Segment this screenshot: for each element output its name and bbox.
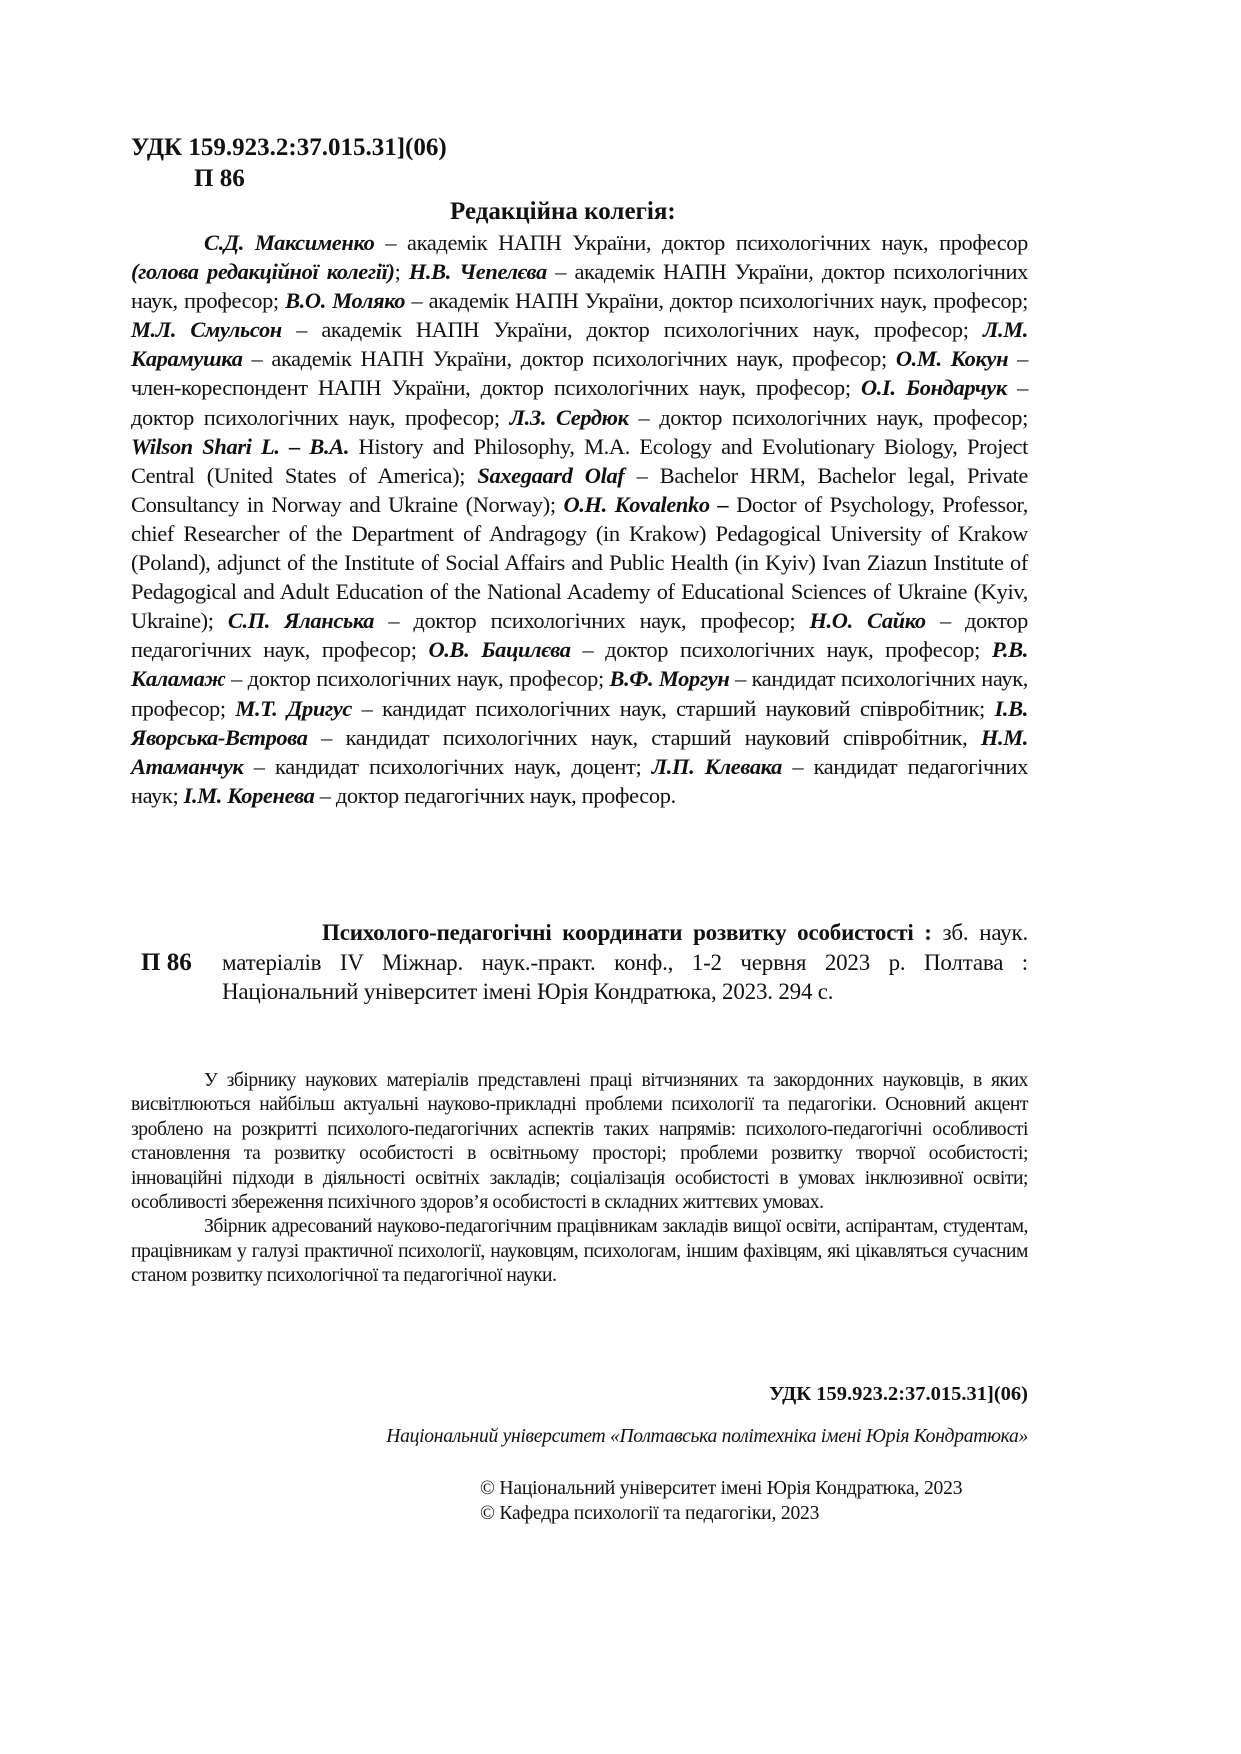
board-member-desc: – кандидат психологічних наук, старший науковий співробітник; [352, 695, 995, 721]
board-member-desc: – доктор педагогічних наук, професор. [314, 782, 676, 808]
board-member-name: І.М. Коренева [183, 782, 315, 808]
udk-classification: УДК 159.923.2:37.015.31](06) [131, 134, 447, 161]
board-member-name: Saxegaard Olaf [477, 462, 625, 488]
board-member-desc: – кандидат психологічних наук, старший науковий співробітник, [307, 724, 981, 750]
abstract [131, 1069, 1028, 1289]
board-member-desc: – доктор психологічних наук, професор; [374, 608, 810, 634]
abstract-paragraph: Збірник адресований науково-педагогічним працівникам закладів вищої освіти, аспірантам, студентам, працівникам у галузі практичної психології, науковцям, психологам, іншим фахівцям, які цікавляться сучасним станом розвитку психологічної та педагогічної науки. [131, 1216, 1028, 1287]
board-member-name: С.П. Яланська [227, 608, 375, 634]
board-member-desc: – доктор психологічних наук, професор; [131, 375, 1028, 430]
book-details: зб. наук. матеріалів IV Міжнар. наук.-практ. конф., 1-2 червня 2023 р. Полтава : Національний університет імені Юрія Кондратюка, 2023. 294 с. [222, 920, 1029, 1004]
board-member-desc: – доктор педагогічних наук, професор; [131, 608, 1028, 663]
board-member-name: Л.М. Карамушка [131, 317, 1029, 372]
board-member-desc: – академік НАПН України, доктор психологічних наук, професор; [131, 259, 1028, 314]
abstract-paragraph: У збірнику наукових матеріалів представлені праці вітчизняних та закордонних науковців, в яких висвітлюються найбільш актуальні науково-прикладні проблеми психології та педагогіки. Основний акцент зроблено на розкритті психолого-педагогічних аспектів таких напрямів: психолого-педагогічні особливості становлення та розвитку особистості в освітньому просторі; проблеми розвитку творчої особистості; інноваційні підходи в діяльності освітніх закладів; соціалізація особистості в умовах інклюзивної освіти; особливості збереження психічного здоров’я особистості в складних життєвих умовах. [131, 1070, 1028, 1214]
editorial-board-list [131, 228, 1028, 810]
board-member-desc: History and Philosophy, M.A. Ecology and Evolutionary Biology, Project Central (United States of America); [131, 433, 1028, 488]
board-member-desc: – академік НАПН України, доктор психологічних наук, професор; [405, 288, 1028, 314]
board-member-desc: – Bachelor HRM, Bachelor legal, Private Consultancy in Norway and Ukraine (Norway); [131, 462, 1028, 517]
board-member-desc: Doctor of Psychology, Professor, chief Researcher of the Department of Andragogy (in Krakow) Pedagogical University of Krakow (Poland), adjunct of the Institute of Social Affairs and Public Health (in Kyiv) Ivan Ziazun Institute of Pedagogical and Adult Education of the National Academy of Educational Sciences of Ukraine (Kyiv, Ukraine); [131, 491, 1028, 634]
copyright-line: © Національний університет імені Юрія Кондратюка, 2023 [480, 1478, 963, 1499]
copyright-block [480, 1476, 962, 1526]
board-member-name: О.В. Бацилєва [428, 637, 571, 663]
board-member-desc: – доктор психологічних наук, професор; [570, 637, 992, 663]
board-member-name: Р.В. Каламаж [131, 637, 1028, 692]
board-member-desc: – кандидат психологічних наук, доцент; [243, 753, 652, 779]
bibliographic-code: П 86 [141, 949, 192, 976]
board-member-desc: – кандидат педагогічних наук; [131, 753, 1028, 808]
board-member-name: Н.О. Сайко [809, 608, 926, 634]
bibliographic-description [222, 918, 1028, 1007]
board-member-desc: ; [394, 259, 409, 285]
board-member-name: Н.В. Чепелєва [408, 259, 547, 285]
editorial-board-title: Редакційна колегія: [450, 198, 676, 225]
board-member-name: М.Т. Дригус [235, 695, 353, 721]
board-member-name: О.І. Бондарчук [860, 375, 1007, 401]
board-member-name: О.М. Кокун [895, 346, 1009, 372]
board-member-note: (голова редакційної колегії) [131, 259, 395, 285]
copyright-line: © Кафедра психології та педагогіки, 2023 [480, 1503, 820, 1524]
board-member-desc: – доктор психологічних наук, професор; [225, 666, 610, 692]
board-member-desc: – академік НАПН України, доктор психологічних наук, професор; [242, 346, 896, 372]
publisher-name: Національний університет «Полтавська політехніка імені Юрія Кондратюка» [386, 1426, 1028, 1447]
board-member-name: І.В. Яворська-Вєтрова [131, 695, 1029, 750]
board-member-desc: – член-кореспондент НАПН України, доктор психологічних наук, професор; [131, 346, 1028, 401]
board-member-name: Л.З. Сердюк [509, 404, 629, 430]
board-member-name: Н.М. Атаманчук [131, 724, 1028, 779]
board-member-name: М.Л. Смульсон [131, 317, 282, 343]
book-title: Психолого-педагогічні координати розвитку особистості : [322, 920, 932, 945]
board-member-name: Wilson Shari L. – B.A. [131, 433, 350, 459]
board-member-name: С.Д. Максименко [204, 230, 375, 255]
board-member-name: Л.П. Клевака [651, 753, 782, 779]
board-member-name: В.О. Моляко [285, 288, 406, 314]
board-member-name: O.H. Kovalenko – [563, 491, 729, 517]
board-member-desc: – кандидат психологічних наук, професор; [131, 666, 1028, 721]
board-member-desc: – доктор психологічних наук, професор; [628, 404, 1028, 430]
udk-classification-footer: УДК 159.923.2:37.015.31](06) [769, 1383, 1028, 1405]
board-member-desc: – академік НАПН України, доктор психологічних наук, професор [374, 230, 1028, 255]
board-member-desc: – академік НАПН України, доктор психологічних наук, професор; [281, 317, 983, 343]
author-mark: П 86 [194, 165, 245, 192]
board-member-name: В.Ф. Моргун [609, 666, 730, 692]
